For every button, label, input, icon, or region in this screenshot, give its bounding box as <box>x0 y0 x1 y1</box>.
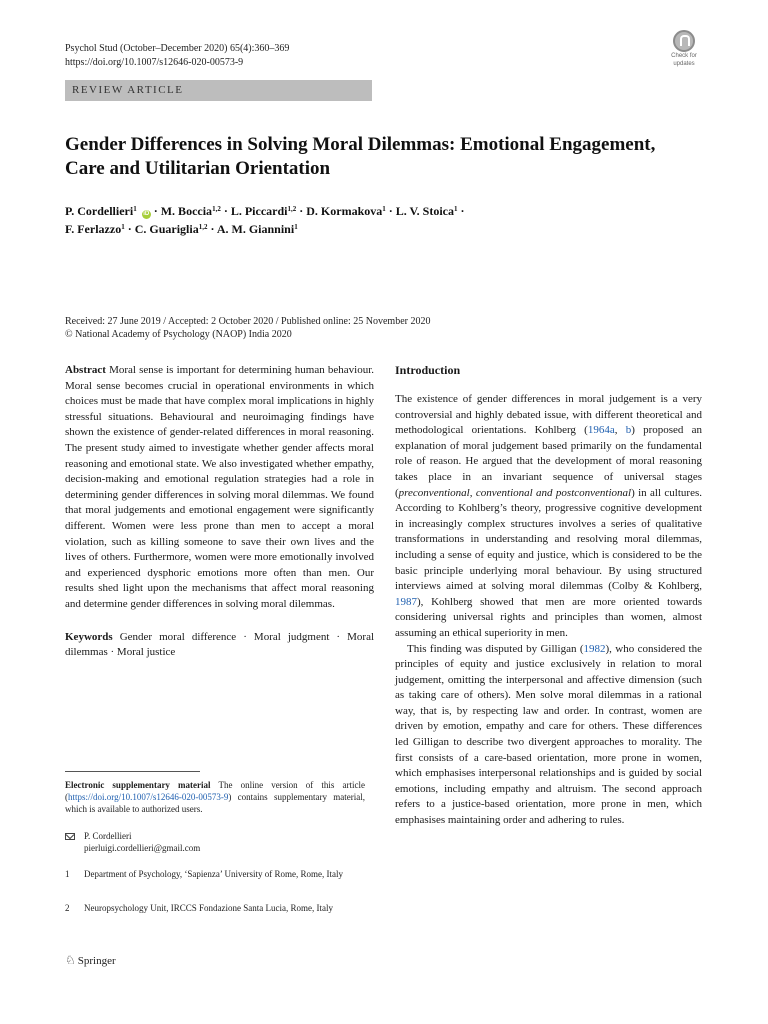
introduction-heading: Introduction <box>395 363 461 377</box>
article-type-banner: REVIEW ARTICLE <box>65 80 372 101</box>
esm-link[interactable]: https://doi.org/10.1007/s12646-020-00573-9 <box>68 792 229 802</box>
supplementary-material-note <box>65 779 365 815</box>
author-separator: · <box>388 204 393 218</box>
corresponding-email[interactable]: pierluigi.cordellieri@gmail.com <box>84 843 201 853</box>
publication-dates <box>65 315 705 341</box>
author-name[interactable]: P. Cordellieri <box>65 204 134 218</box>
copyright-line: © National Academy of Psychology (NAOP) India 2020 <box>65 329 292 340</box>
author-name[interactable]: L. V. Stoica <box>395 204 455 218</box>
paragraph-text: ) proposed an explanation of moral judgement based primarily on the fundamental role of reason. He argued that the development of moral reasoning takes place in an invariant sequence of universal stages ( <box>395 424 703 499</box>
intro-paragraph-2 <box>395 642 702 829</box>
author-separator: · <box>127 222 132 236</box>
dates-line: Received: 27 June 2019 / Accepted: 2 October 2020 / Published online: 25 November 2020 <box>65 316 431 327</box>
author-name[interactable]: C. Guariglia <box>134 222 199 236</box>
paragraph-text: ) in all cultures. According to Kohlberg’s theory, progressive cognitive development in increasingly complex structures involves a series of qualitative transformations in understanding and resolving moral dilemmas, including a sense of equity and justice, which is considered to be the basic principle underlying moral behaviour. By using structured interviews aimed at solving moral dilemmas (Colby & Kohlberg, <box>395 486 702 593</box>
left-column <box>65 363 374 661</box>
author-separator: · <box>460 204 465 218</box>
author-separator: · <box>299 204 304 218</box>
springer-horse-icon: ♘ <box>65 953 76 967</box>
abstract-text: Moral sense is important for determining human behaviour. Moral sense becomes crucial in operational environments in which choices must be made that have complex moral implications in highly stressful situations. Behavioural and neuroimaging findings have shown the existence of gender-related differences in moral reasoning. The present study aimed to investigate whether gender affects moral reasoning and emotional state. We also investigated whether empathy, decision-making and emotional regulation strategies had a role in determining gender differences in solving moral dilemmas. We found that moral judgements and emotional engagement were significantly different. Women were less prone than men to accept a moral violation, such as killing someone to save their own lives and the lives of others. Furthermore, women were more emotionally involved and experienced dysphoric emotions more often than men. Our results shed light upon the mechanisms that affect moral reasoning and determine gender differences in solving moral dilemmas. <box>65 364 375 610</box>
article-title: Gender Differences in Solving Moral Dilemmas: Emotional Engagement, Care and Utilitarian Orientation <box>65 134 656 179</box>
author-separator: · <box>153 204 158 218</box>
crossmark-icon <box>673 30 695 52</box>
author-name[interactable]: A. M. Giannini <box>216 222 295 236</box>
author-name[interactable]: F. Ferlazzo <box>65 222 122 236</box>
author-affiliation: 1 <box>454 205 458 213</box>
paragraph-text: ), Kohlberg showed that men are more oriented towards considering universal rights and principles than women, almost assuming an ethical superiority in men. <box>395 595 702 639</box>
author-separator: · <box>223 204 228 218</box>
affiliation-text: Neuropsychology Unit, IRCCS Fondazione Santa Lucia, Rome, Italy <box>84 903 333 913</box>
intro-paragraph-1 <box>395 392 702 642</box>
author-affiliation: 1,2 <box>287 205 297 213</box>
citation-link[interactable]: 1987 <box>395 595 417 608</box>
right-column <box>395 363 702 829</box>
paragraph-text: ), who considered the principles of equity and justice exclusively in relation to moral judgement, omitting the interpersonal and affective dimension (such as taking care of others). Men solve moral dilemmas in a rational way, that is, by respecting law and order. In contrast, women are driven by emotion, empathy and care for others. These differences led Gilligan to describe two divergent approaches to morality. The first consists of a care-based orientation, more prone in women, which emphasises interpersonal relationships and is guided by social emotions, including empathy and altruism. The second approach refers to a justice-based orientation, more prone in men, which emphasises maintaining order and adhering to rules. <box>395 642 702 827</box>
paragraph-text: The existence of gender differences in moral judgement is a very controversial and highly debated issue, with different theoretical and methodological orientations. Kohlberg ( <box>395 393 702 437</box>
esm-text-end: ) contains supplementary material, which is available to authorized users. <box>65 792 365 814</box>
affiliation-text: Department of Psychology, ‘Sapienza’ University of Rome, Rome, Italy <box>84 869 343 879</box>
author-affiliation: 1 <box>382 205 386 213</box>
corresponding-author: P. Cordellieri <box>84 831 132 841</box>
abstract-label: Abstract <box>65 364 106 376</box>
author-list <box>65 202 705 238</box>
keywords-text: Gender moral difference · Moral judgment · Moral dilemmas · Moral justice <box>65 630 375 659</box>
correspondence <box>65 830 365 854</box>
footnote-divider <box>65 771 200 772</box>
badge-line-2: updates <box>673 61 695 67</box>
keywords <box>65 630 374 661</box>
citation-link[interactable]: 1964a <box>587 424 615 437</box>
author-name[interactable]: M. Boccia <box>160 204 213 218</box>
publisher-logo <box>65 953 116 968</box>
author-name[interactable]: L. Piccardi <box>230 204 288 218</box>
envelope-icon <box>65 833 75 840</box>
affiliation-1 <box>65 868 365 880</box>
author-separator: · <box>210 222 215 236</box>
abstract <box>65 363 374 613</box>
badge-line-1: Check for <box>671 53 697 59</box>
author-affiliation: 1 <box>121 223 125 231</box>
author-affiliation: 1 <box>133 205 137 213</box>
esm-label: Electronic supplementary material <box>65 780 211 790</box>
keywords-label: Keywords <box>65 630 113 643</box>
affiliation-number: 1 <box>65 869 70 879</box>
orcid-icon[interactable]: iD <box>143 211 150 217</box>
author-affiliation: 1,2 <box>198 223 208 231</box>
esm-text: The online version of this article ( <box>65 780 365 802</box>
affiliation-2 <box>65 902 365 914</box>
check-for-updates-badge[interactable] <box>662 30 706 70</box>
journal-citation: Psychol Stud (October–December 2020) 65(4):360–369 <box>65 43 290 54</box>
author-affiliation: 1 <box>294 223 298 231</box>
journal-doi-link[interactable]: https://doi.org/10.1007/s12646-020-00573-9 <box>65 57 244 68</box>
citation-link[interactable]: 1982 <box>583 642 606 655</box>
affiliation-number: 2 <box>65 903 70 913</box>
paragraph-text: , <box>614 424 626 437</box>
author-affiliation: 1,2 <box>212 205 221 213</box>
author-name[interactable]: D. Kormakova <box>306 204 383 218</box>
stage-names: preconventional, conventional and postconventional <box>398 486 632 499</box>
paragraph-text: This finding was disputed by Gilligan ( <box>407 642 584 655</box>
citation-link[interactable]: b <box>625 424 632 437</box>
publisher-name: Springer <box>77 955 116 967</box>
